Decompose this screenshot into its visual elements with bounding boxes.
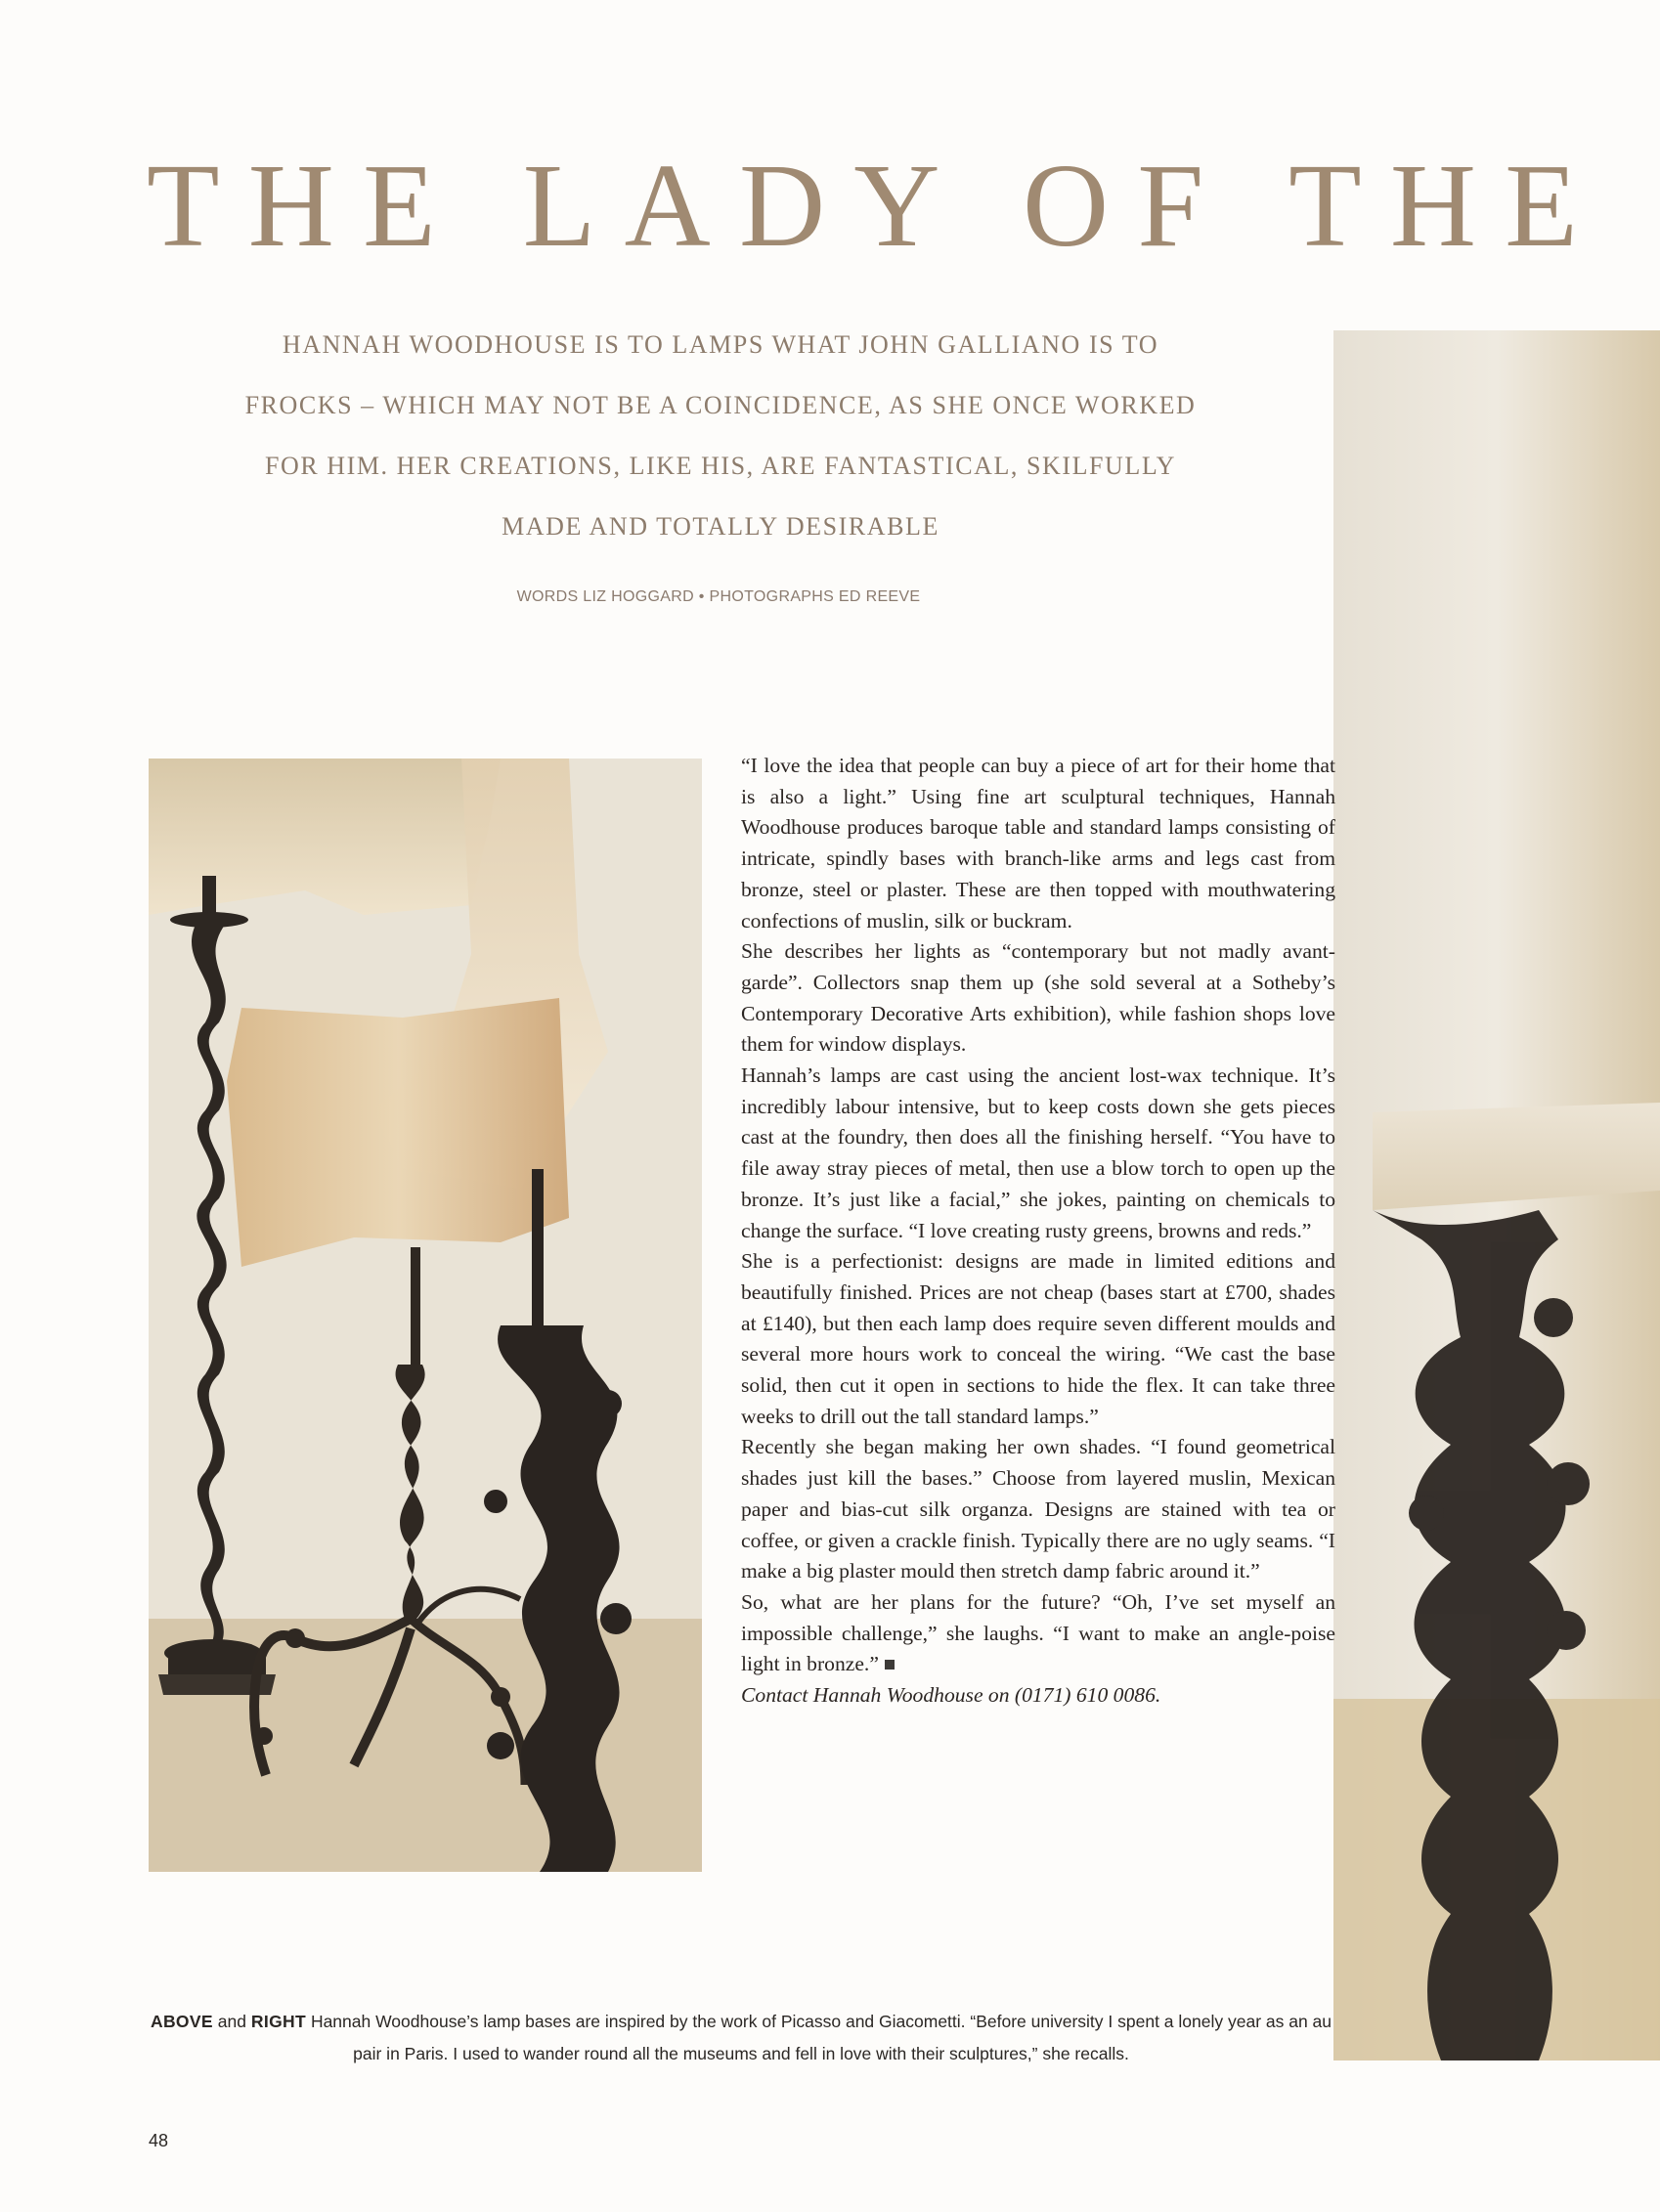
article-body (741, 751, 1335, 1712)
page-number: 48 (149, 2131, 169, 2150)
body-paragraph-2: She describes her lights as “contemporary but not madly avant-garde”. Collectors snap them up (she sold several at a Sotheby’s Contemporary Decorative Arts exhibition), while fashion shops love them for window displays. (741, 939, 1335, 1057)
body-paragraph-3: Hannah’s lamps are cast using the ancient lost-wax technique. It’s incredibly labour intensive, but to keep costs down she gets pieces cast at the foundry, then does all the finishing herself. “You have to file away stray pieces of metal, then use a blow torch to open up the bronze. It’s just like a facial,” she jokes, painting on chemicals to change the surface. “I love creating rusty greens, browns and reds.” (741, 1063, 1335, 1242)
body-paragraph-4: She is a perfectionist: designs are made in limited editions and beautifully finished. Prices are not cheap (bases start at £700, shades at £140), but then each lamp does require seven different moulds and several more hours work to conceal the wiring. “We cast the base solid, then cut it open in sections to hide the flex. It can take three weeks to drill out the tall standard lamps.” (741, 1249, 1335, 1428)
end-mark-icon (885, 1660, 895, 1670)
byline-credits: WORDS LIZ HOGGARD • PHOTOGRAPHS ED REEVE (516, 588, 921, 605)
caption-and: and (212, 2012, 251, 2031)
body-paragraph-6 (741, 1587, 1335, 1680)
body-paragraph-5: Recently she began making her own shades. “I found geometrical shades just kill the bases.” Choose from layered muslin, Mexican paper and bias-cut silk organza. Designs are stained with tea or coffee, or given a crackle finish. Typically there are no ugly seams. “I make a big plaster mould then stretch damp fabric around it.” (741, 1435, 1335, 1583)
standfirst: HANNAH WOODHOUSE IS TO LAMPS WHAT JOHN GALLIANO IS TO FROCKS – WHICH MAY NOT BE A COINCIDENCE, AS SHE ONCE WORKED FOR HIM. HER CREATIONS, LIKE HIS, ARE FANTASTICAL, SKILFULLY MADE AND TOTALLY DESIRABLE (244, 330, 1197, 541)
caption-lead-above: ABOVE (150, 2012, 213, 2031)
body-paragraph-1: “I love the idea that people can buy a piece of art for their home that is also a light.” Using fine art sculptural techniques, Hannah Woodhouse produces baroque table and standard lamps consisting of intricate, spindly bases with branch-like arms and legs cast from bronze, steel or plaster. These are then topped with mouthwatering confections of muslin, silk or buckram. (741, 754, 1335, 933)
body-paragraph-6-text: So, what are her plans for the future? “Oh, I’ve set myself an impossible challenge,” she laughs. “I want to make an angle-poise light in bronze.” (741, 1589, 1335, 1676)
lamps-photo-left (149, 759, 702, 1872)
caption-text: Hannah Woodhouse’s lamp bases are inspired by the work of Picasso and Giacometti. “Before university I spent a lonely year as an au pair in Paris. I used to wander round all the museums and fell in love with their sculptures,” she recalls. (306, 2012, 1332, 2063)
lamp-photo-right (1333, 330, 1660, 2060)
photo-caption (149, 2006, 1333, 2070)
headline: THE LADY OF THE (147, 140, 1607, 272)
contact-line: Contact Hannah Woodhouse on (0171) 610 0086. (741, 1683, 1161, 1708)
caption-lead-right: RIGHT (250, 2012, 307, 2031)
